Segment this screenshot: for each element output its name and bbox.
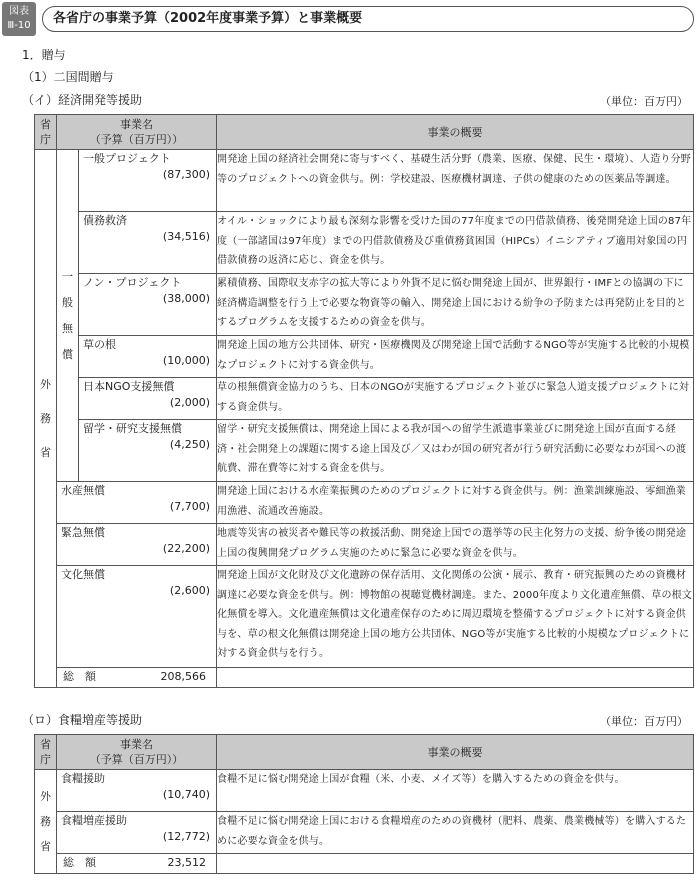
total-row — [35, 668, 694, 688]
header-project: 事業名 （予算（百万円）） — [57, 115, 217, 150]
table-row — [35, 420, 694, 482]
project-budget: (10,000) — [162, 354, 210, 367]
project-name: 水産無償 — [61, 484, 105, 497]
project-description: 累積債務、国際収支赤字の拡大等により外貨不足に悩む開発途上国が、世界銀行・IMFとの協調の下に経済構造調整を行う上で必要な物資等の輸入、開発途上国における紛争の予防または再発防止を目的とするプログラムを支援するための資金を供与。 — [217, 274, 694, 336]
table-row — [35, 336, 694, 378]
project-name: 日本NGO支援無償 — [83, 380, 175, 393]
table-food-aid — [34, 734, 694, 874]
table-row — [35, 770, 694, 812]
project-name: 文化無償 — [61, 568, 105, 581]
total-value: 23,512 — [167, 856, 206, 869]
table-header-row — [35, 115, 694, 150]
project-name: 留学・研究支援無償 — [83, 422, 182, 435]
total-row — [35, 854, 694, 874]
ministry-cell: 外務省 — [35, 150, 57, 688]
header-description: 事業の概要 — [217, 115, 694, 150]
project-description: 食糧不足に悩む開発途上国が食糧（米、小麦、メイズ等）を購入するための資金を供与。 — [217, 770, 694, 812]
project-budget: (34,516) — [162, 230, 210, 243]
total-label: 総 額 — [63, 670, 96, 683]
table-row — [35, 566, 694, 668]
table-row — [35, 274, 694, 336]
figure-badge — [2, 2, 36, 36]
figure-badge-line2: Ⅲ-10 — [7, 20, 31, 31]
figure-header — [2, 2, 694, 36]
table-row — [35, 482, 694, 524]
header-ministry: 省庁 — [35, 735, 57, 770]
project-budget: (12,772) — [162, 830, 210, 843]
project-name: ノン・プロジェクト — [83, 276, 182, 289]
heading-bilateral: （1）二国間贈与 — [22, 70, 114, 84]
table-row — [35, 812, 694, 854]
project-description: 開発途上国の経済社会開発に寄与すべく、基礎生活分野（農業、医療、保健、民生・環境）、人造り分野等のプロジェクトへの資金供与。例：学校建設、医療機材調達、子供の健康のための医薬品等調達。 — [217, 150, 694, 212]
project-name: 緊急無償 — [61, 526, 105, 539]
header-ministry: 省庁 — [35, 115, 57, 150]
project-description: 草の根無償資金協力のうち、日本のNGOが実施するプロジェクト並びに緊急人道支援プロジェクトに対する資金供与。 — [217, 378, 694, 420]
subgroup-cell: 一般無償 — [57, 150, 79, 482]
project-budget: (10,740) — [162, 788, 210, 801]
project-budget: (2,600) — [169, 584, 210, 597]
project-name: 一般プロジェクト — [83, 152, 171, 165]
project-description: 開発途上国における水産業振興のためのプロジェクトに対する資金供与。例：漁業訓練施設、零細漁業用漁港、流通改善施設。 — [217, 482, 694, 524]
ministry-cell: 外務省 — [35, 770, 57, 874]
project-description: 開発途上国の地方公共団体、研究・医療機関及び開発途上国で活動するNGO等が実施する比較的小規模なプロジェクトに対する資金供与。 — [217, 336, 694, 378]
project-name: 草の根 — [83, 338, 116, 351]
project-budget: (38,000) — [162, 292, 210, 305]
figure-badge-line1: 図表 — [9, 6, 29, 17]
table-row — [35, 378, 694, 420]
table-row — [35, 212, 694, 274]
project-budget: (2,000) — [169, 396, 210, 409]
section-a-unit: （単位：百万円） — [600, 95, 688, 108]
project-description: 地震等災害の被災者や難民等の救援活動、開発途上国での選挙等の民主化努力の支援、紛争後の開発途上国の復興開発プログラム実施のために緊急に必要な資金を供与。 — [217, 524, 694, 566]
project-description: 食糧不足に悩む開発途上国における食糧増産のための資機材（肥料、農薬、農業機械等）を購入するために必要な資金を供与。 — [217, 812, 694, 854]
section-a-title: （イ）経済開発等援助 — [22, 93, 143, 107]
table-row — [35, 524, 694, 566]
table-header-row — [35, 735, 694, 770]
project-name: 食糧増産援助 — [61, 814, 127, 827]
total-value: 208,566 — [160, 670, 206, 683]
project-name: 食糧援助 — [61, 772, 105, 785]
figure-title: 各省庁の事業予算（2002年度事業予算）と事業概要 — [42, 6, 694, 32]
project-budget: (22,200) — [162, 542, 210, 555]
project-description: オイル・ショックにより最も深刻な影響を受けた国の77年度までの円借款債務、後発開発途上国の87年度（一部諸国は97年度）までの円借款債務及び重債務貧困国（HIPCs）イニシアティブ適用対象国の円借款債務の返済に応じ、資金を供与。 — [217, 212, 694, 274]
table-economic-aid — [34, 114, 694, 688]
heading-grant: 1．贈与 — [22, 48, 66, 62]
project-budget: (4,250) — [169, 438, 210, 451]
project-budget: (87,300) — [162, 168, 210, 181]
section-b-unit: （単位：百万円） — [600, 715, 688, 728]
header-project: 事業名 （予算（百万円）） — [57, 735, 217, 770]
header-description: 事業の概要 — [217, 735, 694, 770]
table-row — [35, 150, 694, 212]
project-name: 債務救済 — [83, 214, 127, 227]
section-b-title: （ロ）食糧増産等援助 — [22, 713, 143, 727]
total-label: 総 額 — [63, 856, 96, 869]
project-budget: (7,700) — [169, 500, 210, 513]
project-description: 留学・研究支援無償は、開発途上国による我が国への留学生派遣事業並びに開発途上国が直面する経済・社会開発上の課題に関する途上国及び／又はわが国の研究者が行う研究活動に必要なわが国への渡航費、滞在費等に対する資金を供与。 — [217, 420, 694, 482]
project-description: 開発途上国が文化財及び文化遺跡の保存活用、文化関係の公演・展示、教育・研究振興のための資機材調達に必要な資金を供与。例：博物館の視聴覚機材調達。また、2000年度より文化遺産無償、草の根文化無償を導入。文化遺産無償は文化遺産保存のために周辺環境を整備するプロジェクトに対する資金供与を、草の根文化無償は開発途上国の地方公共団体、NGO等が実施する比較的小規模なプロジェクトに対する資金供与を行う。 — [217, 566, 694, 668]
